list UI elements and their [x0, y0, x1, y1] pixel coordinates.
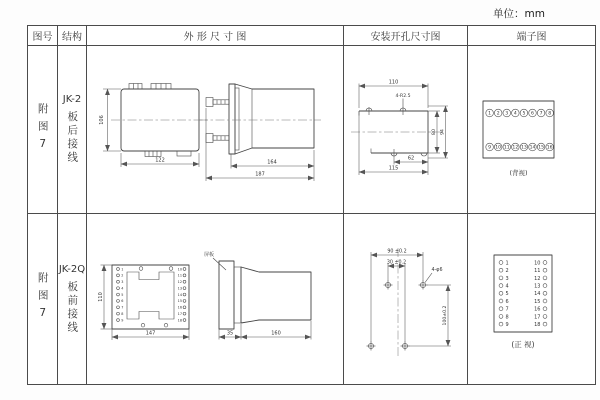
- header-terminal: 端子图: [468, 26, 595, 46]
- header-fig-no: 图号: [28, 26, 58, 46]
- jk2q-outline-drawing: [87, 215, 343, 384]
- svg-text:11: 11: [533, 267, 540, 274]
- dim-front-height: 106: [99, 115, 105, 125]
- svg-text:9: 9: [505, 321, 509, 328]
- svg-text:8: 8: [121, 311, 124, 316]
- header-install: 安装开孔尺寸图: [344, 26, 468, 46]
- jk2q-side-view: [204, 251, 311, 340]
- dim-install-width-top: 110: [388, 79, 399, 86]
- svg-text:15: 15: [537, 145, 544, 151]
- svg-text:15: 15: [177, 298, 182, 303]
- jk2q-install-drawing: [344, 215, 467, 384]
- svg-text:8: 8: [547, 111, 551, 117]
- jk2-front-view: [99, 84, 209, 168]
- dim-hole-width-inner: 30 ±0.2: [386, 260, 407, 265]
- svg-text:6: 6: [530, 111, 534, 117]
- svg-text:6: 6: [505, 298, 509, 305]
- svg-text:5: 5: [121, 292, 124, 297]
- svg-text:14: 14: [529, 145, 535, 151]
- svg-text:14: 14: [533, 290, 540, 297]
- jk2-side-view: [199, 84, 321, 181]
- row1-install-cell: [344, 46, 468, 214]
- svg-text:2: 2: [121, 273, 124, 278]
- row2-wiring: 板前接线: [66, 280, 79, 335]
- row2-outline-cell: [87, 214, 344, 384]
- jk2q-install-view: [367, 248, 452, 357]
- hole-size-label: 4-φ6: [431, 267, 443, 273]
- svg-text:6: 6: [121, 298, 124, 303]
- jk2-install-drawing: [344, 46, 467, 213]
- svg-text:5: 5: [521, 111, 525, 117]
- dim-install-bottom-inner: 62: [407, 155, 415, 162]
- dim-body-depth: 160: [271, 330, 281, 336]
- row1-model: JK-2: [62, 94, 82, 105]
- svg-text:16: 16: [546, 145, 553, 151]
- dim-install-bottom-width: 115: [388, 165, 399, 172]
- svg-text:4: 4: [505, 282, 509, 289]
- header-outline: 外 形 尺 寸 图: [87, 26, 344, 46]
- row2-terminal-cell: [468, 214, 595, 384]
- svg-text:16: 16: [177, 305, 182, 310]
- row2-fig-no: 附图7: [36, 272, 49, 326]
- jk2-terminal-drawing: [469, 46, 595, 213]
- svg-text:18: 18: [177, 317, 182, 322]
- label-corner-radius: 4-R2.5: [395, 94, 411, 99]
- row2-structure-cell: [58, 214, 87, 384]
- row1-terminal-cell: [468, 46, 595, 214]
- svg-text:1: 1: [121, 266, 124, 271]
- row1-wiring: 板后接线: [66, 111, 79, 165]
- svg-text:15: 15: [533, 298, 540, 305]
- terminal-left-column: [499, 260, 509, 328]
- svg-text:12: 12: [533, 275, 540, 282]
- svg-text:13: 13: [177, 285, 182, 290]
- jk2q-terminal-drawing: [469, 215, 595, 384]
- jk2-install-view: [351, 80, 448, 176]
- svg-text:4: 4: [121, 285, 124, 290]
- svg-text:11: 11: [503, 145, 510, 151]
- svg-text:12: 12: [177, 279, 182, 284]
- dim-depth-total: 187: [255, 171, 265, 178]
- dim-front-width2: 147: [145, 330, 156, 336]
- svg-text:4: 4: [513, 111, 517, 117]
- row1-fig-cell: [28, 46, 58, 214]
- svg-text:8: 8: [505, 313, 509, 320]
- svg-text:7: 7: [505, 306, 509, 313]
- svg-text:1: 1: [505, 259, 509, 266]
- dim-depth-inner: 164: [267, 159, 277, 166]
- svg-text:18: 18: [533, 321, 540, 328]
- svg-text:2: 2: [505, 267, 509, 274]
- svg-text:11: 11: [177, 273, 182, 278]
- jk2q-front-view: [98, 265, 189, 340]
- view-label-front: (正 视): [510, 339, 535, 349]
- dim-front-width: 122: [155, 157, 165, 164]
- dim-hole-width-outer: 90 ±0.2: [387, 249, 407, 254]
- row2-model: JK-2Q: [58, 263, 86, 275]
- front-left-terminals: [117, 267, 124, 322]
- svg-text:7: 7: [121, 305, 124, 310]
- row2-fig-cell: [28, 214, 58, 384]
- row1-structure-cell: [58, 46, 87, 214]
- dim-install-height-inner: 80: [431, 129, 437, 135]
- jk2-outline-drawing: [87, 46, 343, 213]
- row2-install-cell: [344, 214, 468, 384]
- svg-text:3: 3: [504, 111, 508, 117]
- svg-text:2: 2: [496, 111, 500, 117]
- svg-text:10: 10: [533, 259, 540, 266]
- svg-text:13: 13: [520, 145, 527, 151]
- svg-text:9: 9: [121, 317, 124, 322]
- svg-text:13: 13: [533, 282, 540, 289]
- svg-text:16: 16: [533, 306, 540, 313]
- svg-text:10: 10: [177, 266, 182, 271]
- svg-text:7: 7: [539, 111, 543, 117]
- svg-text:17: 17: [177, 311, 182, 316]
- spec-table: [27, 25, 596, 385]
- dim-panel-depth: 35: [226, 330, 234, 336]
- svg-text:5: 5: [505, 290, 509, 297]
- terminal-bottom-row: [485, 143, 553, 151]
- view-label-rear: (背视): [508, 169, 528, 177]
- panel-label: 屏板: [203, 251, 215, 258]
- row1-outline-cell: [87, 46, 344, 214]
- svg-text:17: 17: [533, 313, 540, 320]
- svg-text:3: 3: [505, 275, 509, 282]
- svg-text:1: 1: [487, 111, 491, 117]
- dim-install-height-outer: 94: [440, 129, 446, 135]
- terminal-right-column: [534, 260, 547, 328]
- svg-text:9: 9: [487, 145, 491, 151]
- svg-text:12: 12: [511, 145, 518, 151]
- header-structure: 结构: [58, 26, 87, 46]
- dim-front-height2: 110: [97, 291, 104, 302]
- row1-fig-no: 附图7: [36, 102, 49, 157]
- unit-label: 单位：mm: [493, 8, 545, 20]
- svg-text:14: 14: [177, 292, 182, 297]
- terminal-top-row: [485, 109, 553, 117]
- dim-hole-height: 100±0.2: [442, 305, 448, 325]
- front-right-terminals: [178, 267, 186, 322]
- svg-text:3: 3: [121, 279, 124, 284]
- svg-text:10: 10: [494, 145, 501, 151]
